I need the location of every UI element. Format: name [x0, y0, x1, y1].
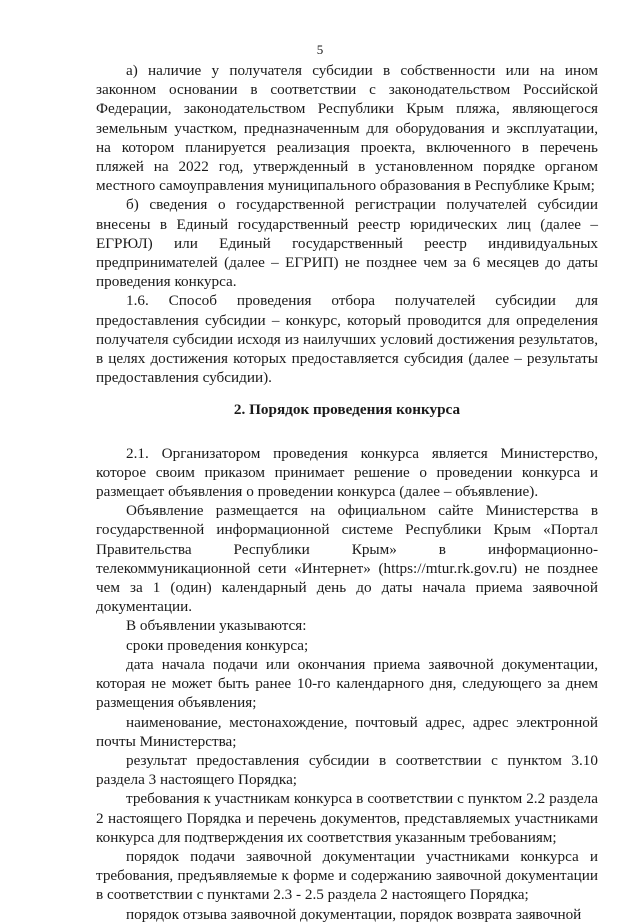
paragraph: порядок подачи заявочной документации участниками конкурса и требования, предъявляемые к форме и содержанию заявочной документации в соответствии с пунктами 2.3 - 2.5 раздела 2 настоящего Порядка; — [96, 847, 598, 904]
paragraph: а) наличие у получателя субсидии в собственности или на ином законном основании в соответствии с законодательством Российской Федерации, законодательством Республики Крым пляжа, являющегося земельным участком, предназначенным для оборудования и эксплуатации, на котором планируется реализация проекта, включенного в перечень пляжей на 2022 год, утвержденный в установленном порядке органом местного самоуправления муниципального образования в Республике Крым; — [96, 62, 598, 195]
paragraph: порядок отзыва заявочной документации, порядок возврата заявочной — [126, 905, 582, 923]
paragraph: дата начала подачи или окончания приема заявочной документации, которая не может быть ранее 10-го календарного дня, следующего за днем размещения объявления; — [96, 655, 598, 712]
paragraph: Объявление размещается на официальном сайте Министерства в государственной информационной системе Республики Крым «Портал Правительства Республики Крым» в информационно-телекоммуникационной сети «Интернет» (https://mtur.rk.gov.ru) не позднее чем за 1 (один) календарный день до даты начала приема заявочной документации. — [96, 502, 598, 616]
paragraph: В объявлении указываются: — [126, 617, 307, 635]
document-body — [96, 61, 598, 924]
paragraph: требования к участникам конкурса в соответствии с пунктом 2.2 раздела 2 настоящего Порядка и перечень документов, представляемых участниками конкурса для подтверждения их соответствия указанным требованиям; — [96, 790, 598, 846]
section-heading: 2. Порядок проведения конкурса — [233, 401, 461, 419]
paragraph: результат предоставления субсидии в соответствии с пунктом 3.10 раздела 3 настоящего Порядка; — [96, 751, 598, 789]
paragraph: б) сведения о государственной регистрации получателей субсидии внесены в Единый государственный реестр юридических лиц (далее – ЕГРЮЛ) или Единый государственный реестр индивидуальных предпринимателей (далее – ЕГРИП) не позднее чем за 6 месяцев до даты проведения конкурса. — [96, 196, 598, 291]
paragraph: наименование, местонахождение, почтовый адрес, адрес электронной почты Министерства; — [96, 713, 598, 750]
page-number: 5 — [316, 42, 324, 57]
paragraph: 1.6. Способ проведения отбора получателей субсидии для предоставления субсидии – конкурс, который проводится для определения получателя субсидии исходя из наилучших условий достижения результатов, в целях достижения которых предоставляется субсидия (далее – результаты предоставления субсидии). — [96, 292, 598, 387]
paragraph: 2.1. Организатором проведения конкурса является Министерство, которое своим приказом принимает решение о проведении конкурса и размещает объявления о проведении конкурса (далее – объявление). — [96, 444, 598, 501]
paragraph: сроки проведения конкурса; — [126, 636, 309, 654]
